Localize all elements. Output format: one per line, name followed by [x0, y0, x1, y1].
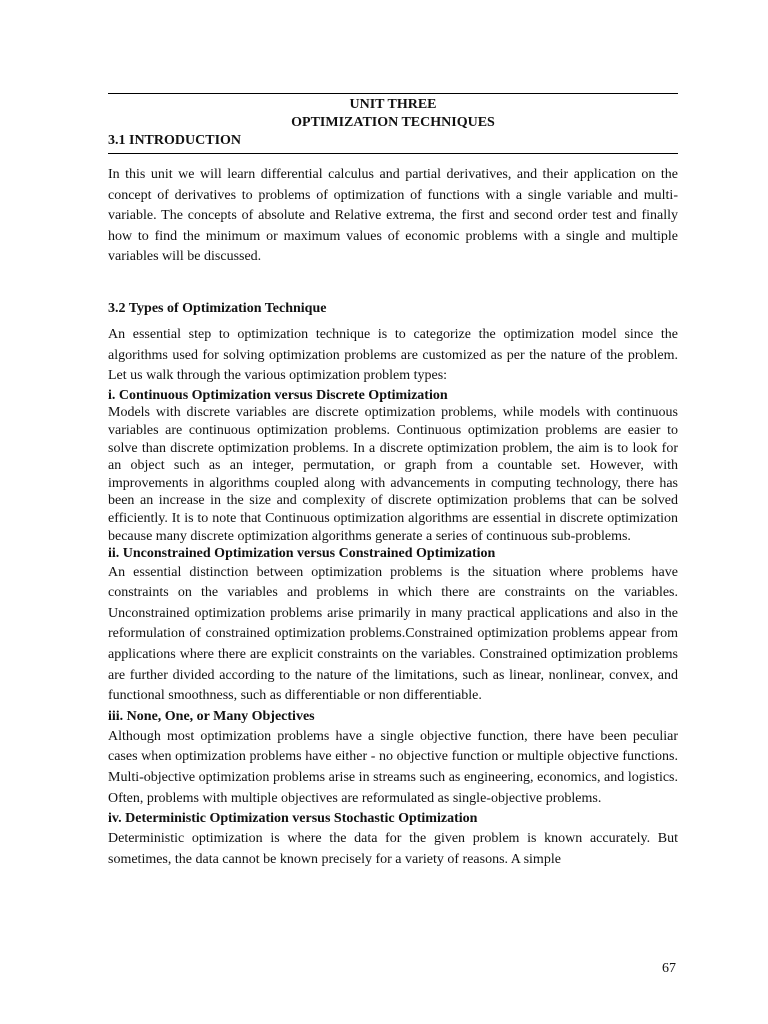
document-page [108, 93, 678, 870]
intro-heading: 3.1 INTRODUCTION [108, 132, 678, 154]
unconstrained-constrained-paragraph: An essential distinction between optimization problems is the situation where problems have constraints on the variables and problems in which there are constraints on the variables. Unconstrained optimization problems arise primarily in many practical applications and also in the reformulation of constrained optimization problems.Constrained optimization problems appear from applications where there are explicit constraints on the variables. Constrained optimization problems are further divided according to the nature of the limitations, such as linear, nonlinear, convex, and functional smoothness, such as differentiable or non differentiable. [108, 564, 678, 704]
deterministic-stochastic-paragraph: Deterministic optimization is where the data for the given problem is known accurately. But sometimes, the data cannot be known precisely for a variety of reasons. A simple [108, 831, 678, 867]
unit-title: OPTIMIZATION TECHNIQUES [291, 115, 495, 130]
types-paragraph: An essential step to optimization technique is to categorize the optimization model since the algorithms used for solving optimization problems are customized as per the nature of the problem. Let us walk through the various optimization problem types: [108, 326, 678, 384]
intro-paragraph: In this unit we will learn differential calculus and partial derivatives, and their application on the concept of derivatives to problems of optimization of functions with a single variable and multi-variable. The concepts of absolute and Relative extrema, the first and second order test and finally how to find the minimum or maximum values of economic problems with a single and multiple variables will be discussed. [108, 167, 678, 265]
top-rule [108, 93, 678, 94]
types-heading: 3.2 Types of Optimization Technique [108, 300, 327, 316]
sub-heading-deterministic-stochastic: iv. Deterministic Optimization versus Stochastic Optimization [108, 811, 478, 827]
page-number: 67 [662, 961, 676, 976]
sub-heading-objectives: iii. None, One, or Many Objectives [108, 708, 315, 724]
sub-heading-continuous-discrete: i. Continuous Optimization versus Discrete Optimization [108, 387, 448, 403]
unit-label: UNIT THREE [349, 97, 437, 112]
objectives-paragraph: Although most optimization problems have a single objective function, there have been peculiar cases when optimization problems have either - no objective function or multiple objective functions. Multi-objective optimization problems arise in streams such as engineering, economics, and logistics. Often, problems with multiple objectives are reformulated as single-objective problems. [108, 728, 678, 806]
continuous-discrete-paragraph: Models with discrete variables are discrete optimization problems, while models with continuous variables are continuous optimization problems. Continuous optimization problems are easier to solve than discrete optimization problems. In a discrete optimization problem, the aim is to look for an object such as an integer, permutation, or graph from a countable set. However, with improvements in algorithms coupled along with advancements in computing technology, there has been an increase in the size and complexity of discrete optimization problems that can be solved efficiently. It is to note that Continuous optimization algorithms are essential in discrete optimization because many discrete optimization algorithms generate a series of continuous sub-problems. [108, 405, 678, 544]
sub-heading-unconstrained-constrained: ii. Unconstrained Optimization versus Constrained Optimization [108, 546, 496, 562]
